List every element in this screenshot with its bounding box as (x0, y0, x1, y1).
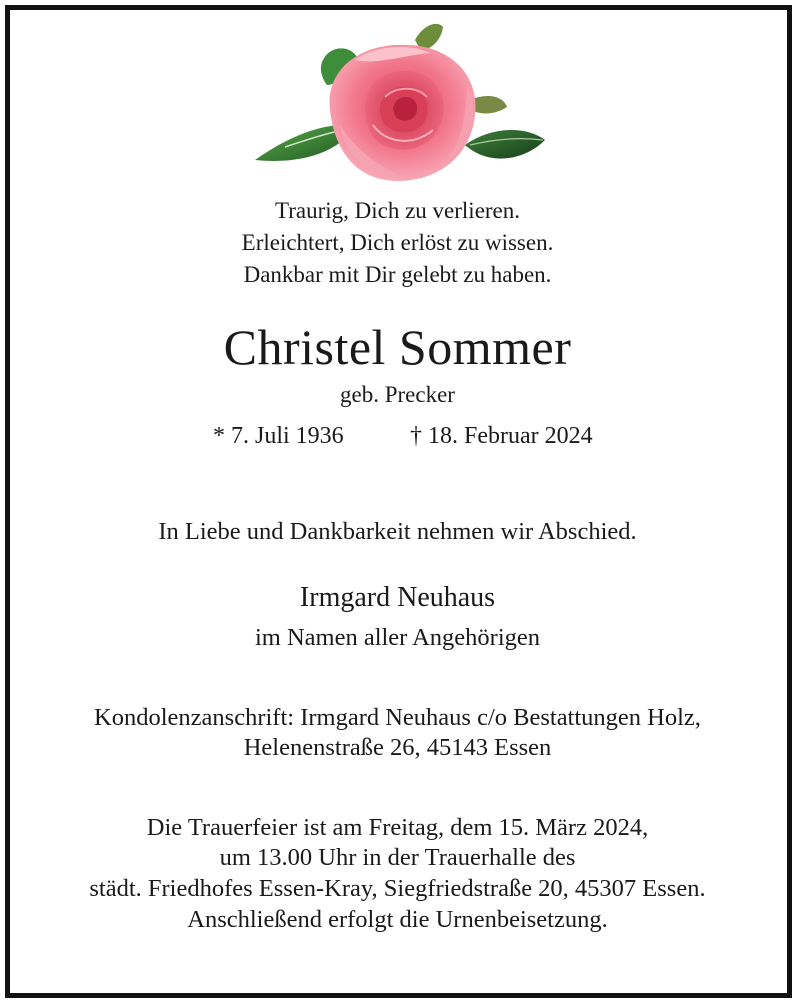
birth-date: * 7. Juli 1936 (213, 423, 344, 449)
ceremony-line-1: Die Trauerfeier ist am Freitag, dem 15. März 2024, (146, 814, 649, 841)
condolence-address-line-1: Kondolenzanschrift: Irmgard Neuhaus c/o Bestattungen Holz, (94, 704, 701, 731)
poem-line-2: Erleichtert, Dich erlöst zu wissen. (241, 230, 554, 255)
farewell-text: In Liebe und Dankbarkeit nehmen wir Abschied. (158, 518, 637, 545)
mourner-name: Irmgard Neuhaus (299, 582, 496, 613)
death-date: † 18. Februar 2024 (410, 423, 593, 449)
deceased-name: Christel Sommer (223, 319, 572, 375)
ceremony-line-2: um 13.00 Uhr in der Trauerhalle des (219, 844, 576, 871)
mourner-note: im Namen aller Angehörigen (254, 624, 541, 651)
maiden-name: geb. Precker (340, 382, 455, 407)
ceremony-line-3: städt. Friedhofes Essen-Kray, Siegfriedstraße 20, 45307 Essen. (89, 875, 706, 902)
pink-rose-icon (245, 15, 555, 190)
condolence-address-line-2: Helenenstraße 26, 45143 Essen (243, 734, 552, 761)
ceremony-line-4: Anschließend erfolgt die Urnenbeisetzung. (187, 906, 608, 933)
poem-line-3: Dankbar mit Dir gelebt zu haben. (243, 262, 552, 287)
poem-line-1: Traurig, Dich zu verlieren. (274, 198, 521, 223)
